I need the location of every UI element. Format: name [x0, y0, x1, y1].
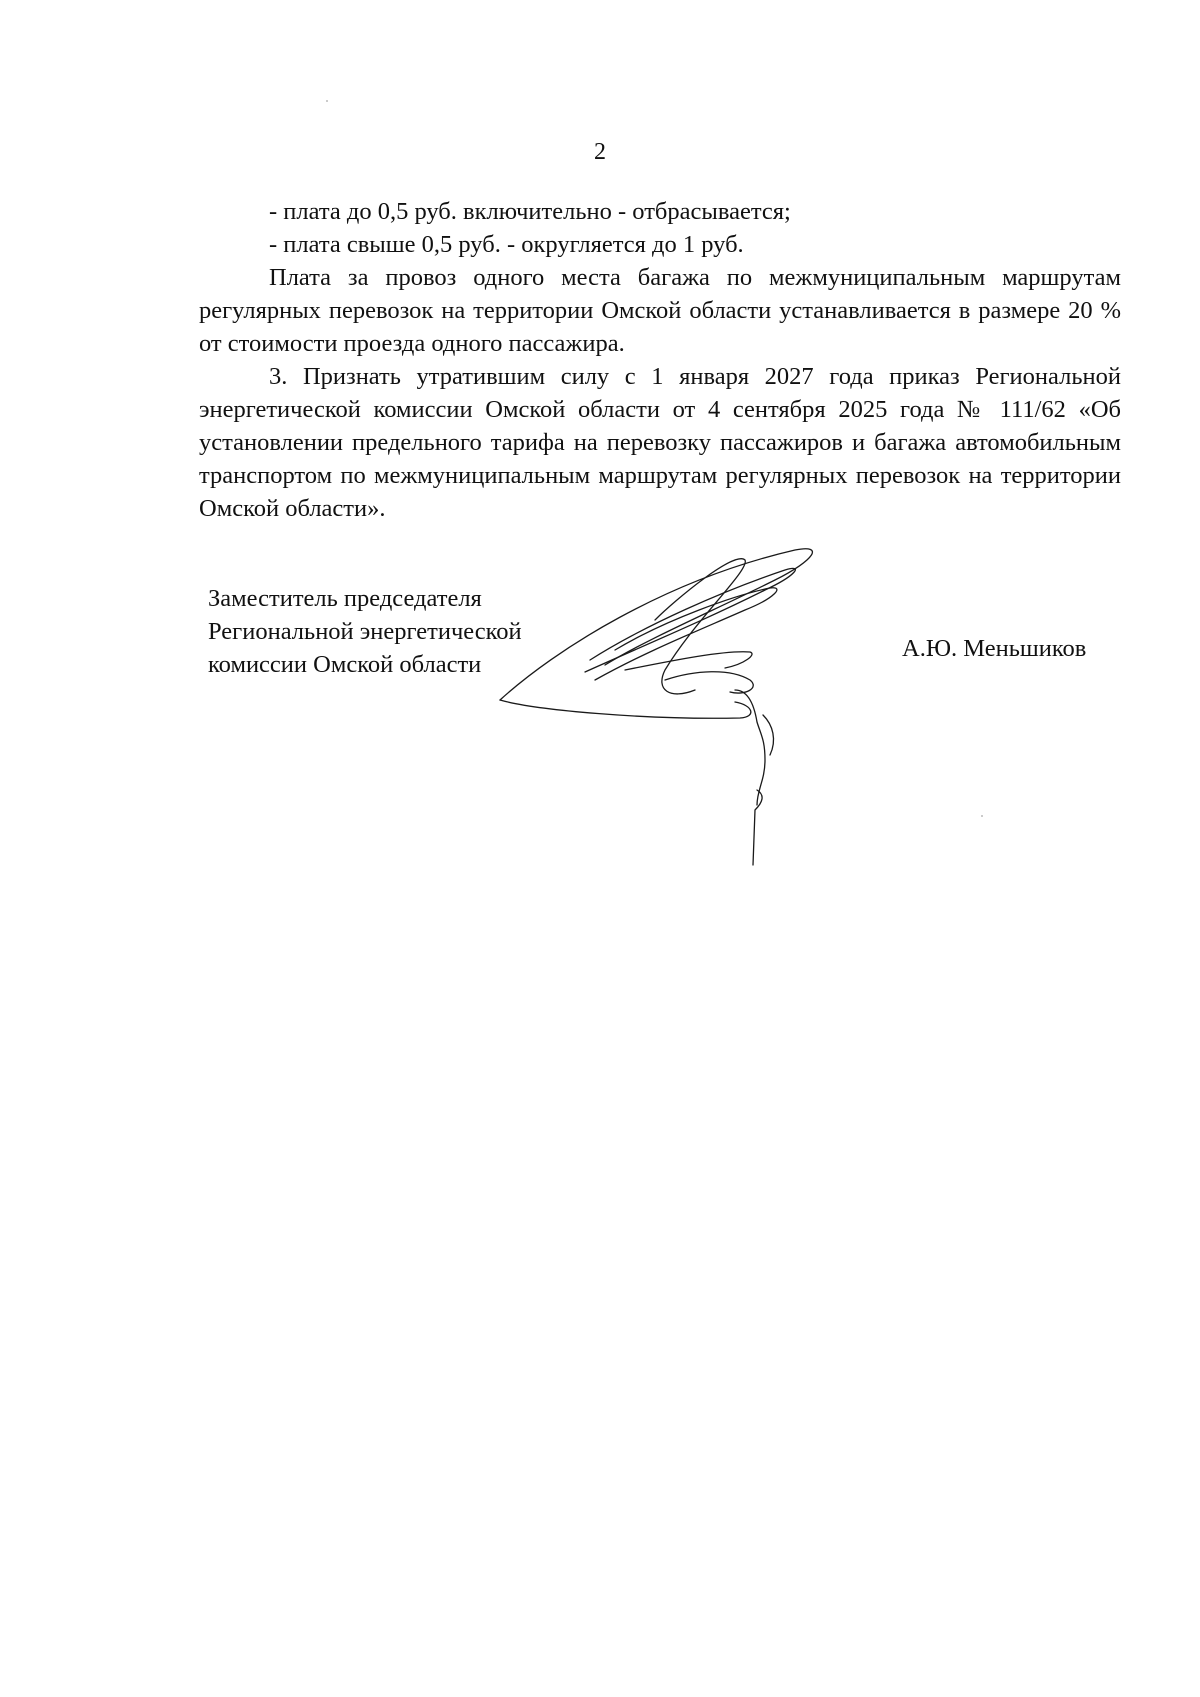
signer-title [208, 582, 522, 681]
scan-artifact [981, 815, 983, 817]
scan-artifact [326, 100, 328, 102]
paragraph: - плата свыше 0,5 руб. - округляется до 1 руб. [269, 231, 744, 258]
paragraph: Плата за провоз одного места багажа по межмуниципальным маршрутам регулярных перевозок на территории Омской области устанавливается в размере 20 % от стоимости проезда одного пассажира. [199, 264, 1121, 357]
signer-title-line: Заместитель председателя [208, 585, 482, 612]
paragraph: 3. Признать утратившим силу с 1 января 2027 года приказ Региональной энергетической комиссии Омской области от 4 сентября 2025 года № 111/62 «Об установлении предельного тарифа на перевозку пассажиров и багажа автомобильным транспортом по межмуниципальным маршрутам регулярных перевозок на территории Омской области». [199, 363, 1121, 522]
handwritten-signature [495, 540, 835, 880]
signer-title-line: Региональной энергетической [208, 618, 522, 645]
paragraph: - плата до 0,5 руб. включительно - отбрасывается; [269, 198, 791, 225]
signer-title-line: комиссии Омской области [208, 651, 482, 678]
document-body [199, 195, 1121, 525]
signer-name: А.Ю. Меньшиков [902, 635, 1087, 662]
page-number: 2 [594, 139, 606, 165]
